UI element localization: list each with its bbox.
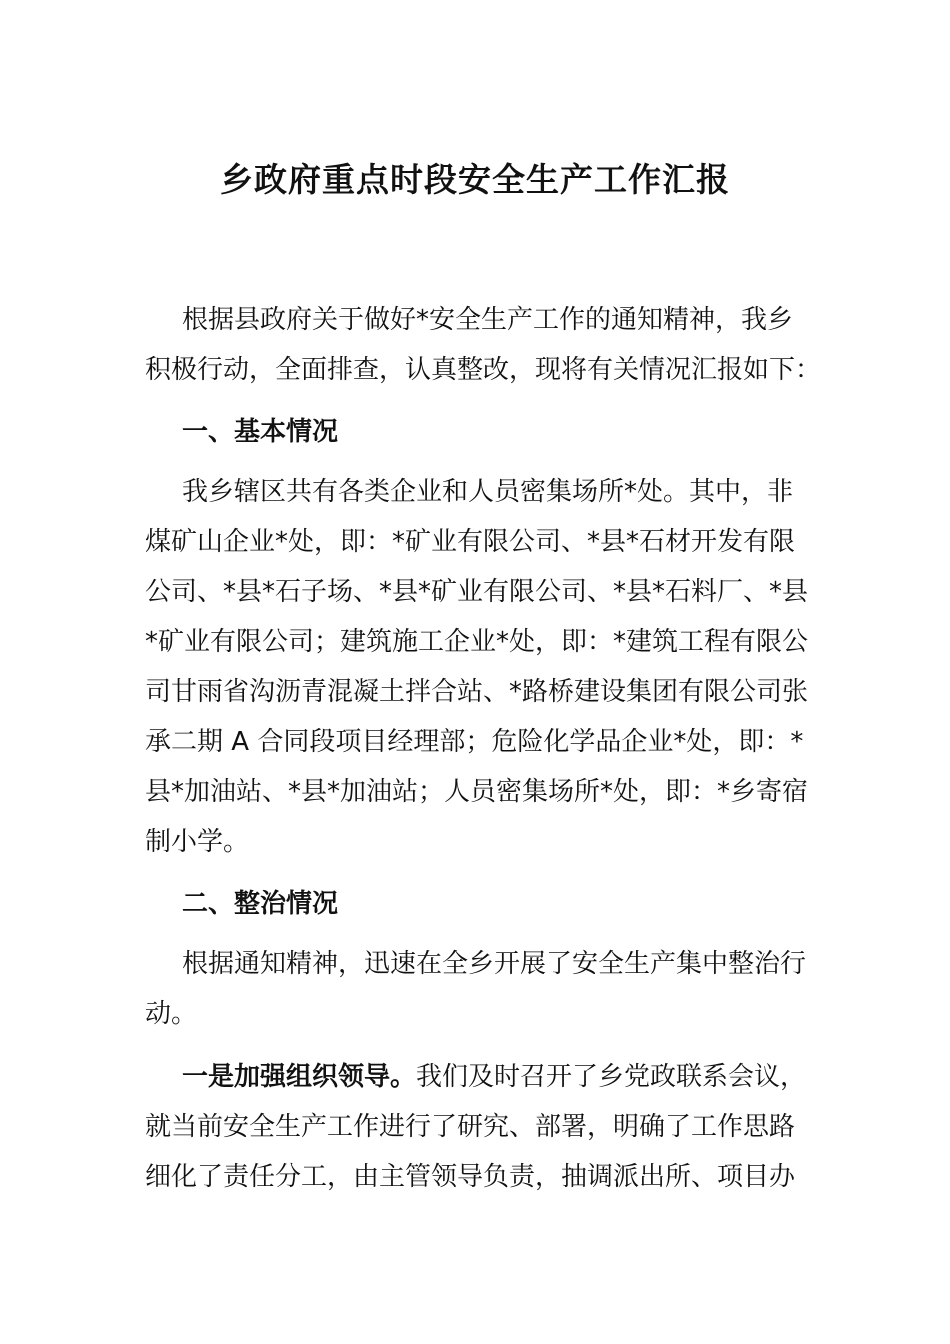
intro-line: 根据县政府关于做好*安全生产工作的通知精神，我乡: [182, 305, 794, 335]
paragraph-line: 煤矿山企业*处，即：*矿业有限公司、*县*石材开发有限: [145, 527, 796, 557]
paragraph-line: 制小学。: [145, 827, 250, 857]
paragraph-line: 我乡辖区共有各类企业和人员密集场所*处。其中，非: [182, 477, 794, 507]
paragraph-line: 动。: [145, 999, 198, 1029]
paragraph-line: 县*加油站、*县*加油站；人员密集场所*处，即：*乡寄宿: [145, 777, 809, 807]
paragraph-line: 细化了责任分工，由主管领导负责，抽调派出所、项目办: [145, 1162, 796, 1192]
item-text: 我们及时召开了乡党政联系会议，: [416, 1062, 807, 1092]
paragraph-line: *矿业有限公司；建筑施工企业*处，即：*建筑工程有限公: [145, 627, 809, 657]
document-title: 乡政府重点时段安全生产工作汇报: [220, 160, 730, 199]
section-heading: 二、整治情况: [182, 889, 339, 919]
item-first-line: [182, 1057, 806, 1097]
item-lead: 一是加强组织领导。: [182, 1062, 417, 1092]
paragraph-line: 根据通知精神，迅速在全乡开展了安全生产集中整治行: [182, 949, 807, 979]
intro-line: 积极行动，全面排查，认真整改，现将有关情况汇报如下：: [145, 355, 822, 385]
paragraph-line: 承二期 A 合同段项目经理部；危险化学品企业*处，即：*: [145, 727, 804, 757]
section-heading: 一、基本情况: [182, 417, 339, 447]
paragraph-line: 司甘雨省沟沥青混凝土拌合站、*路桥建设集团有限公司张: [145, 677, 809, 707]
paragraph-line: 就当前安全生产工作进行了研究、部署，明确了工作思路: [145, 1112, 796, 1142]
paragraph-line: 公司、*县*石子场、*县*矿业有限公司、*县*石料厂、*县: [145, 577, 809, 607]
